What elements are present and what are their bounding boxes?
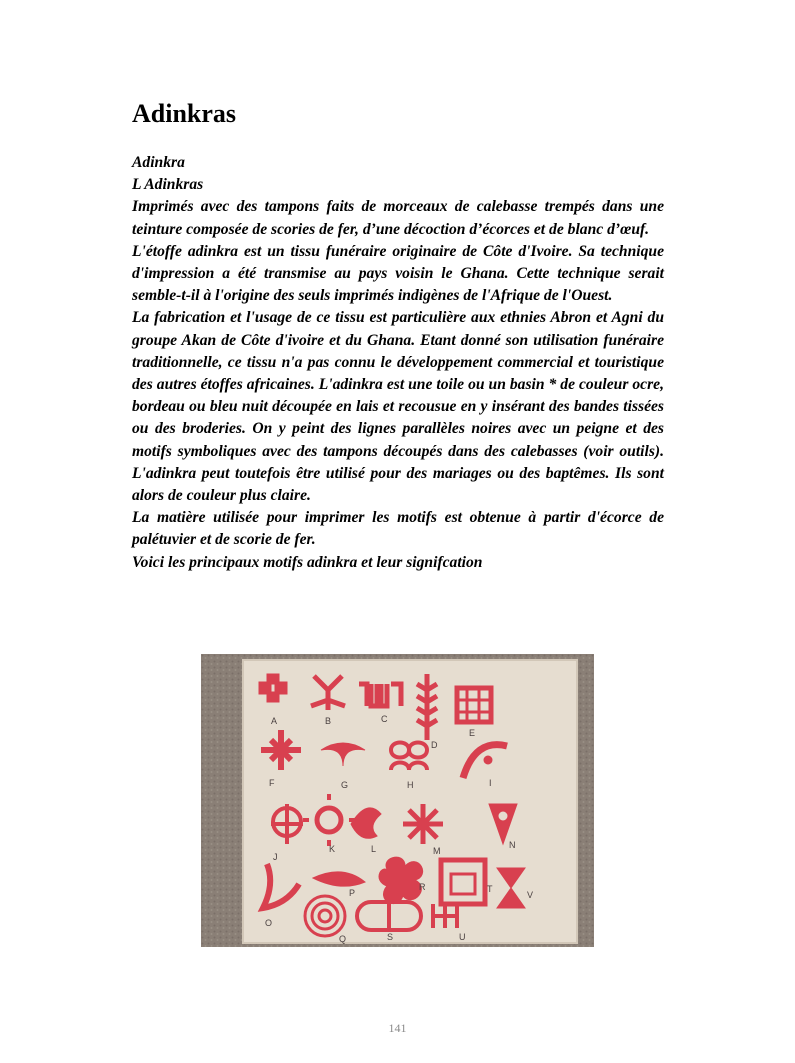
label-p: P [349,888,356,898]
adinkra-cloth-photo [201,654,594,947]
paragraph-heading-adinkra: Adinkra [132,154,185,171]
label-m: M [433,846,441,856]
body-text [132,152,664,574]
label-i: I [489,778,492,788]
label-t: T [487,884,493,894]
adinkra-cloth-image [201,654,594,947]
label-c: C [381,714,388,724]
symbol-m-spiked-icon [403,804,443,844]
label-a: A [271,716,278,726]
label-d: D [431,740,438,750]
paragraph-origin: L'étoffe adinkra est un tissu funéraire originaire de Côte d'Ivoire. Sa technique d'impression a été transmise au pays voisin le Ghana. Cette technique serait semble-t-il à l'origine des seuls imprimés indigènes de l'Afrique de l'Ouest. [132,242,664,305]
label-f: F [269,778,275,788]
label-v: V [527,890,534,900]
label-b: B [325,716,332,726]
paragraph-heading-l-adinkras: L Adinkras [132,176,204,194]
label-k: K [329,844,336,854]
label-g: G [341,780,349,790]
label-s: S [387,932,394,942]
paragraph-motifs-intro: Voici les principaux motifs adinkra et leur signifcation [132,553,483,571]
label-j: J [273,852,278,862]
label-o: O [265,918,273,928]
page-title: Adinkras [132,99,237,128]
paragraph-fabrication-usage: La fabrication et l'usage de ce tissu est particulière aux ethnies Abron et Agni du groupe Akan de Côte d'ivoire et du Ghana. Etant donné son utilisation funéraire traditionnelle, ce tissu n'a pas connu le développement commercial et touristique des autres étoffes africaines. L'adinkra est une toile ou un basin * de couleur ocre, bordeau ou bleu nuit découpée en lais et recousue en y insérant des bandes tissées ou des broderies. On y peint des lignes parallèles noires avec un peigne et des motifs symboliques avec des tampons découpés dans des calebasses (voir outils). L'adinkra peut toutefois être utilisé pour des mariages ou des baptêmes. Ils sont alors de couleur plus claire. [132,309,664,505]
paragraph-dye-material: La matière utilisée pour imprimer les motifs est obtenue à partir d'écorce de palétuvier et de scorie de fer. [132,509,664,549]
label-h: H [407,780,414,790]
page-number: 141 [388,1021,407,1035]
label-l: L [371,844,377,854]
paragraph-printing-method: Imprimés avec des tampons faits de morceaux de calebasse trempés dans une teinture composée de scories de fer, d’une décoction d’écorces et de blanc d’œuf. [132,198,664,238]
label-u: U [459,932,466,942]
label-r: R [419,882,426,892]
label-e: E [469,728,476,738]
label-q: Q [339,934,347,944]
label-n: N [509,840,516,850]
